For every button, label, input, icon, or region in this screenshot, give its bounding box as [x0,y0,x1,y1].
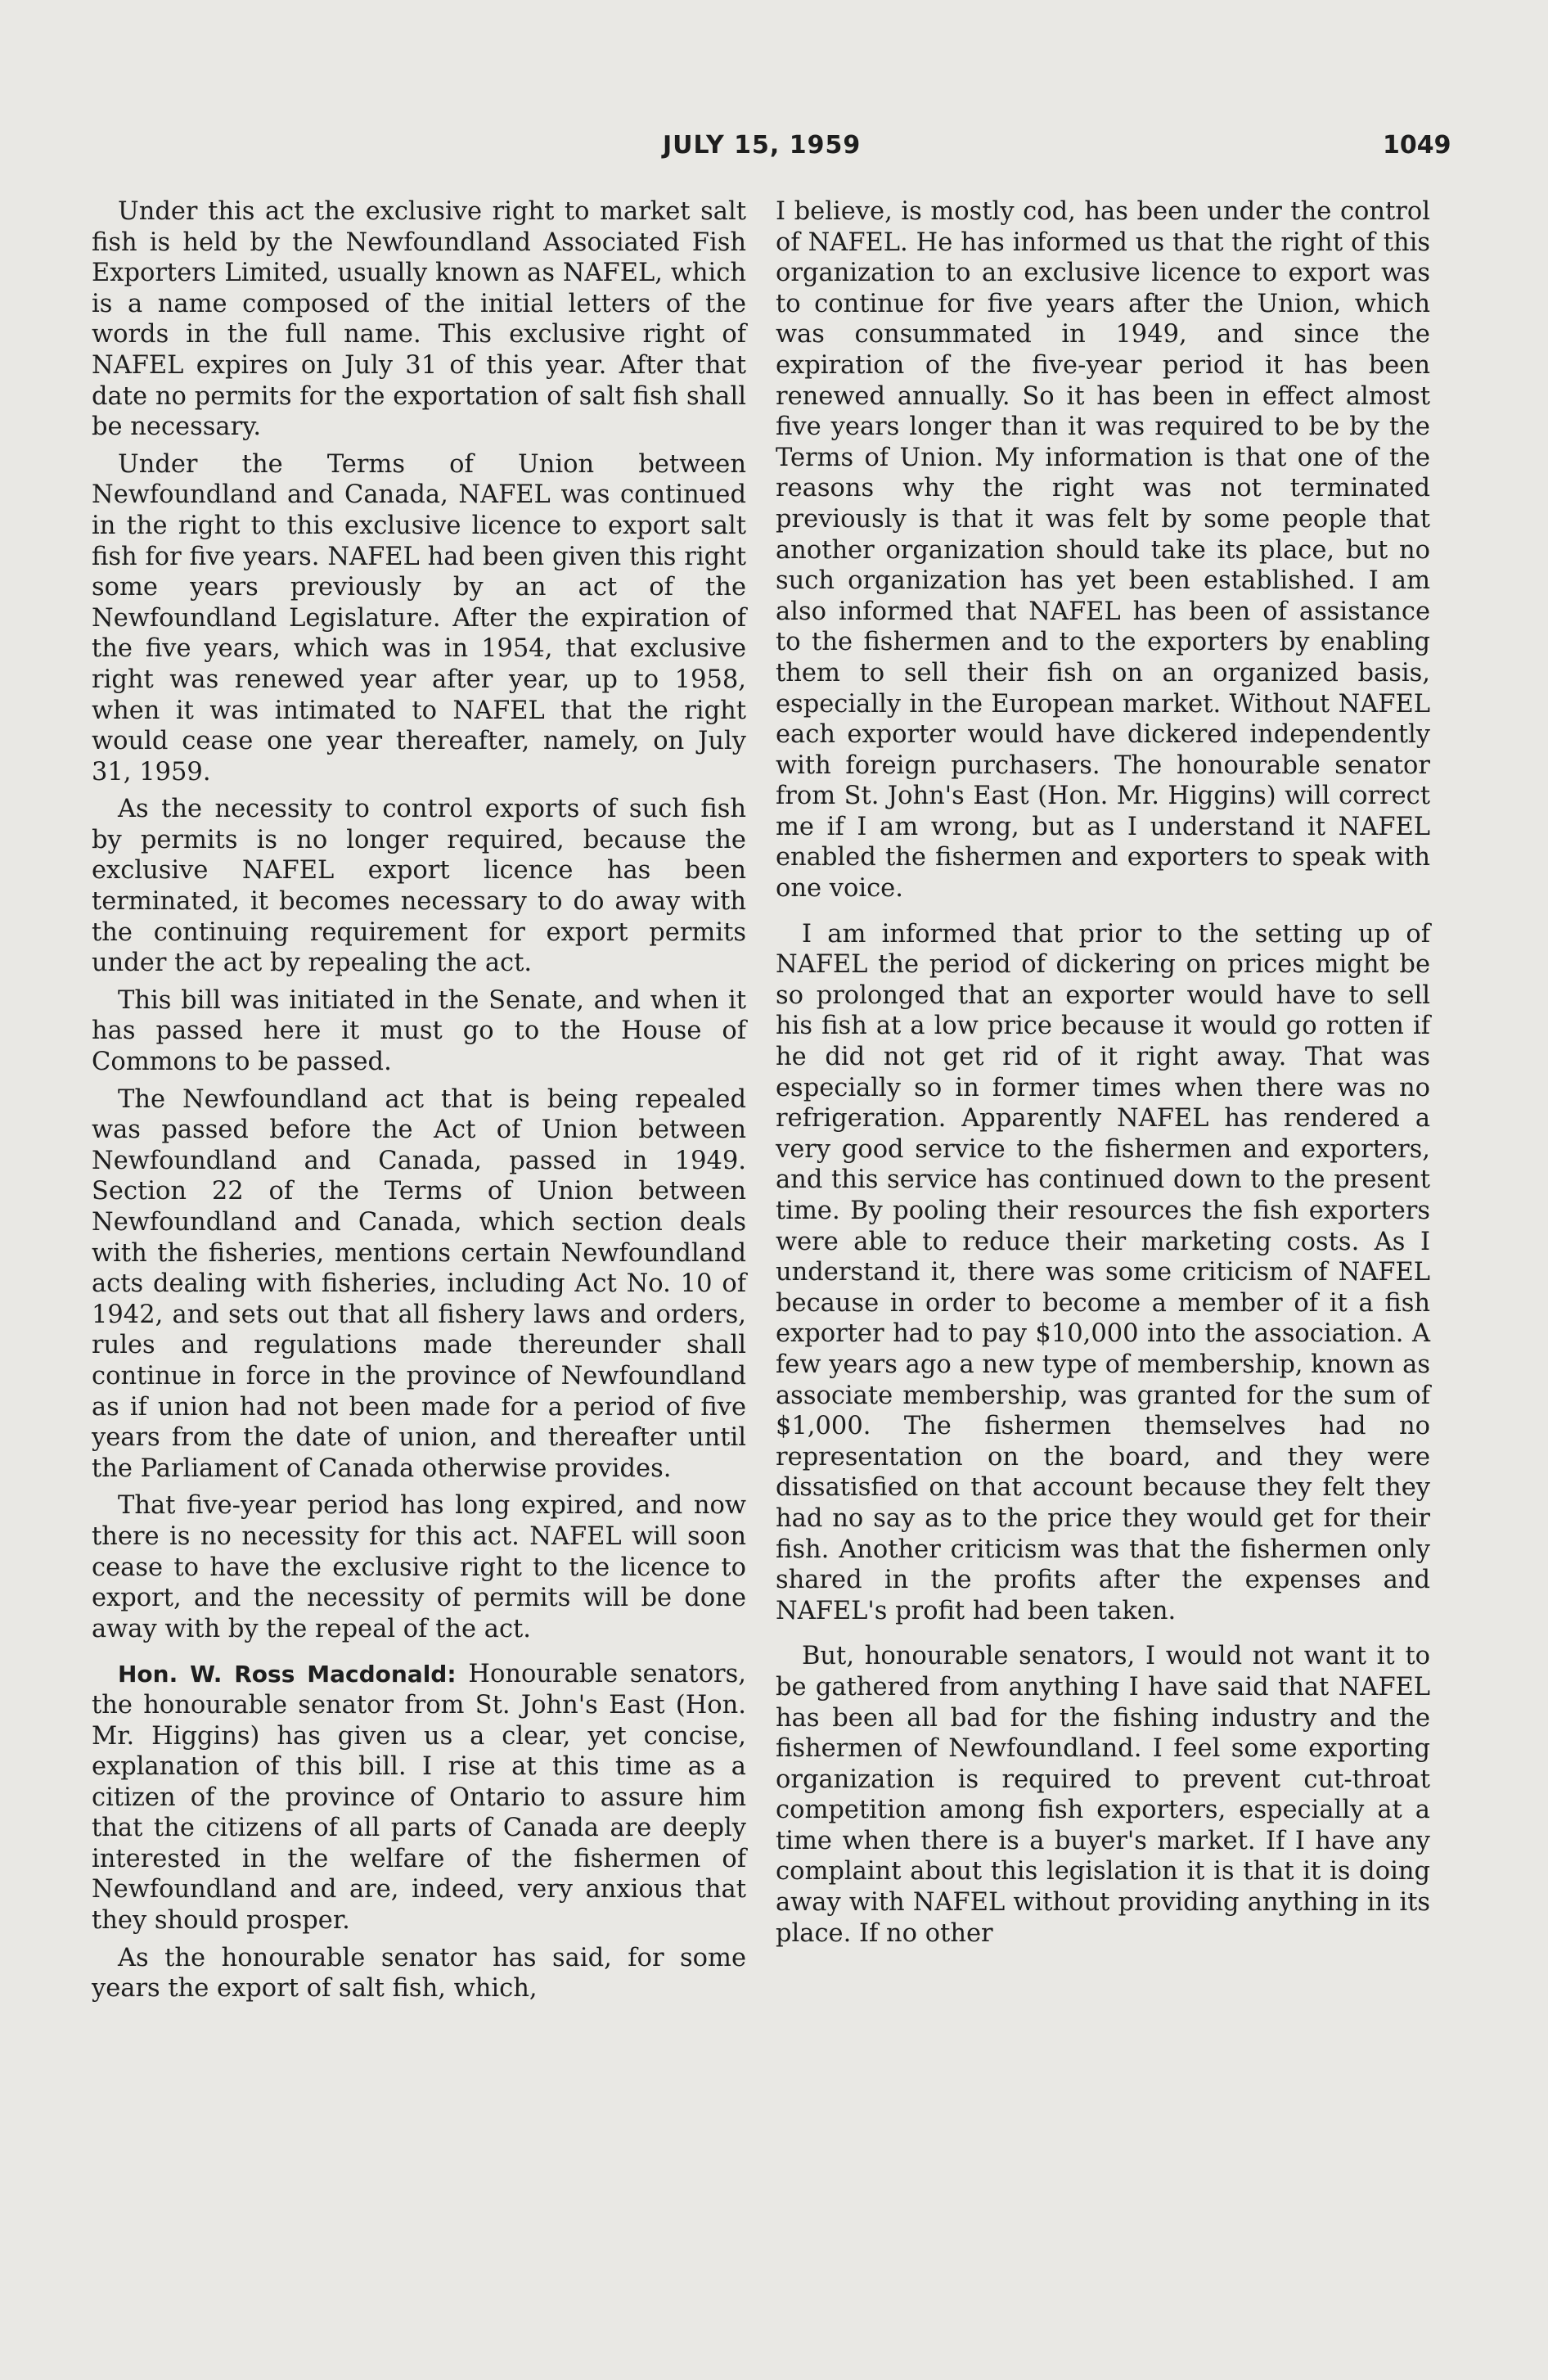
right-column [776,196,1430,1955]
speech-paragraph [92,1659,746,1936]
header-date: JULY 15, 1959 [663,131,862,160]
page-number: 1049 [1383,131,1451,160]
paragraph: Under the Terms of Union between Newfoundland and Canada, NAFEL was continued in the right to this exclusive licence to export salt fish for five years. NAFEL had been given this right some years previously by an act of the Newfoundland Legislature. After the expiration of the five years, which was in 1954, that exclusive right was renewed year after year, up to 1958, when it was intimated to NAFEL that the right would cease one year thereafter, namely, on July 31, 1959. [92,449,746,787]
paragraph: That five-year period has long expired, and now there is no necessity for this act. NAFEL will soon cease to have the exclusive right to the licence to export, and the necessity of permits will be done away with by the repeal of the act. [92,1491,746,1643]
paragraph: I believe, is mostly cod, has been under the control of NAFEL. He has informed us that the right of this organization to an exclusive licence to export was to continue for five years after the Union, which was consummated in 1949, and since the expiration of the five-year period it has been renewed annually. So it has been in effect almost five years longer than it was required to be by the Terms of Union. My information is that one of the reasons why the right was not terminated previously is that it was felt by some people that another organization should take its place, but no such organization has yet been established. I am also informed that NAFEL has been of assistance to the fishermen and to the exporters by enabling them to sell their fish on an organized basis, especially in the European market. Without NAFEL each exporter would have dickered independently with foreign purchasers. The honourable senator from St. John's East (Hon. Mr. Higgins) will correct me if I am wrong, but as I understand it NAFEL enabled the fishermen and exporters to speak with one voice. [776,197,1430,904]
speaker-name: Hon. W. Ross Macdonald: [118,1661,457,1688]
paragraph: The Newfoundland act that is being repealed was passed before the Act of Union between Newfoundland and Canada, passed in 1949. Section 22 of the Terms of Union between Newfoundland and Canada, which section deals with the fisheries, mentions certain Newfoundland acts dealing with fisheries, including Act No. 10 of 1942, and sets out that all fishery laws and orders, rules and regulations made thereunder shall continue in force in the province of Newfoundland as if union had not been made for a period of five years from the date of union, and thereafter until the Parliament of Canada otherwise provides. [92,1084,746,1483]
paragraph: Under this act the exclusive right to market salt fish is held by the Newfoundland Associated Fish Exporters Limited, usually known as NAFEL, which is a name composed of the initial letters of the words in the full name. This exclusive right of NAFEL expires on July 31 of this year. After that date no permits for the exportation of salt fish shall be necessary. [92,197,746,442]
page-header [0,131,1548,172]
paragraph: As the necessity to control exports of such fish by permits is no longer required, because the exclusive NAFEL export licence has been terminated, it becomes necessary to do away with the continuing requirement for export permits under the act by repealing the act. [92,795,746,978]
paragraph: But, honourable senators, I would not want it to be gathered from anything I have said that NAFEL has been all bad for the fishing industry and the fishermen of Newfoundland. I feel some exporting organization is required to prevent cut-throat competition among fish exporters, especially at a time when there is a buyer's market. If I have any complaint about this legislation it is that it is doing away with NAFEL without providing anything in its place. If no other [776,1642,1430,1948]
paragraph: This bill was initiated in the Senate, and when it has passed here it must go to the House of Commons to be passed. [92,985,746,1077]
paragraph: I am informed that prior to the setting up of NAFEL the period of dickering on prices might be so prolonged that an exporter would have to sell his fish at a low price because it would go rotten if he did not get rid of it right away. That was especially so in former times when there was no refrigeration. Apparently NAFEL has rendered a very good service to the fishermen and exporters, and this service has continued down to the present time. By pooling their resources the fish exporters were able to reduce their marketing costs. As I understand it, there was some criticism of NAFEL because in order to become a member of it a fish exporter had to pay $10,000 into the association. A few years ago a new type of membership, known as associate membership, was granted for the sum of $1,000. The fishermen themselves had no representation on the board, and they were dissatisfied on that account because they felt they had no say as to the price they would get for their fish. Another criticism was that the fishermen only shared in the profits after the expenses and NAFEL's profit had been taken. [776,919,1430,1625]
paragraph: As the honourable senator has said, for some years the export of salt fish, which, [92,1943,746,2004]
speech-text: Honourable senators, the honourable senator from St. John's East (Hon. Mr. Higgins) has given us a clear, yet concise, explanation of this bill. I rise at this time as a citizen of the province of Ontario to assure him that the citizens of all parts of Canada are deeply interested in the welfare of the fishermen of Newfoundland and are, indeed, very anxious that they should prosper. [92,1660,746,1936]
left-column [92,196,746,2011]
